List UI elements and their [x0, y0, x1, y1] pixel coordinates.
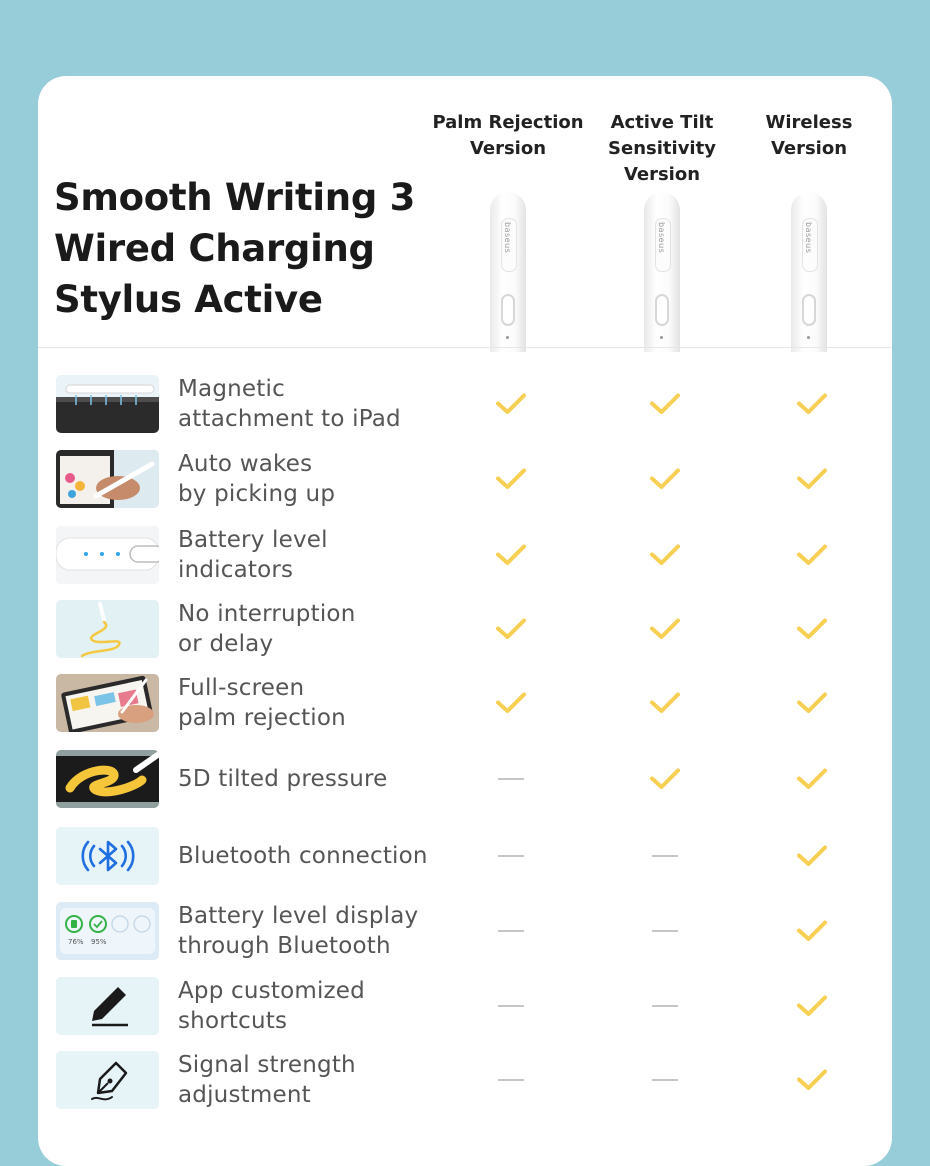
support-cell-palm-rejection — [481, 592, 541, 666]
dash-icon — [652, 930, 678, 932]
check-icon — [797, 467, 827, 491]
column-header-line: Version — [623, 164, 701, 185]
feature-label-line: 5D tilted pressure — [178, 766, 388, 792]
pen-indicator-dot — [807, 336, 810, 339]
title-line: Wired Charging — [54, 227, 375, 270]
feature-row — [38, 592, 892, 666]
feature-label-line: adjustment — [178, 1082, 311, 1108]
feature-label — [178, 1043, 468, 1117]
smooth-line-thumbnail — [56, 600, 159, 658]
bluetooth-icon-thumbnail — [56, 827, 159, 885]
column-header-line: Version — [469, 138, 547, 159]
feature-label — [178, 742, 468, 816]
pen-brand: baseus — [503, 222, 512, 254]
check-icon — [650, 543, 680, 567]
support-cell-active-tilt — [635, 894, 695, 968]
dash-icon — [498, 1005, 524, 1007]
support-cell-wireless — [782, 819, 842, 893]
check-icon — [650, 617, 680, 641]
column-header-line: Version — [770, 138, 848, 159]
support-cell-palm-rejection — [481, 442, 541, 516]
column-header-line: Sensitivity — [608, 138, 716, 159]
check-icon — [797, 691, 827, 715]
support-cell-active-tilt — [635, 592, 695, 666]
feature-row — [38, 742, 892, 816]
check-icon — [797, 994, 827, 1018]
support-cell-palm-rejection — [481, 742, 541, 816]
feature-row — [38, 367, 892, 441]
check-icon — [797, 543, 827, 567]
support-cell-wireless — [782, 518, 842, 592]
check-icon — [797, 392, 827, 416]
support-cell-wireless — [782, 592, 842, 666]
feature-label — [178, 592, 468, 666]
svg-text:95%: 95% — [91, 938, 107, 946]
tilted-stroke-thumbnail — [56, 750, 159, 808]
product-title — [54, 172, 454, 325]
feature-label-line: indicators — [178, 557, 294, 583]
check-icon — [496, 617, 526, 641]
pen-indicator-dot — [506, 336, 509, 339]
support-cell-wireless — [782, 442, 842, 516]
pen-indicator-dot — [660, 336, 663, 339]
support-cell-palm-rejection — [481, 894, 541, 968]
feature-label — [178, 969, 468, 1043]
column-header-line: Active Tilt — [610, 112, 714, 133]
check-icon — [797, 1068, 827, 1092]
feature-label-line: attachment to iPad — [178, 406, 401, 432]
support-cell-palm-rejection — [481, 367, 541, 441]
pen-brand: baseus — [804, 222, 813, 254]
check-icon — [496, 392, 526, 416]
feature-label-line: No interruption — [178, 601, 356, 627]
hand-writing-tablet-thumbnail — [56, 450, 159, 508]
feature-label — [178, 442, 468, 516]
support-cell-wireless — [782, 969, 842, 1043]
support-cell-active-tilt — [635, 819, 695, 893]
magnetic-attachment-thumbnail — [56, 375, 159, 433]
feature-label — [178, 367, 468, 441]
support-cell-palm-rejection — [481, 969, 541, 1043]
stylus-image-wireless — [791, 192, 827, 352]
feature-label-line: Full-screen — [178, 675, 305, 701]
support-cell-wireless — [782, 894, 842, 968]
dash-icon — [498, 1079, 524, 1081]
feature-label-line: Signal strength — [178, 1052, 356, 1078]
check-icon — [496, 691, 526, 715]
check-icon — [650, 767, 680, 791]
feature-label-line: shortcuts — [178, 1008, 288, 1034]
support-cell-active-tilt — [635, 367, 695, 441]
pen-nib-icon-thumbnail — [56, 1051, 159, 1109]
check-icon — [797, 844, 827, 868]
check-icon — [650, 691, 680, 715]
feature-label-line: palm rejection — [178, 705, 346, 731]
support-cell-wireless — [782, 742, 842, 816]
support-cell-wireless — [782, 367, 842, 441]
column-header-wireless — [724, 110, 892, 162]
feature-row — [38, 1043, 892, 1117]
check-icon — [650, 467, 680, 491]
pencil-icon-thumbnail — [56, 977, 159, 1035]
feature-label-line: Bluetooth connection — [178, 843, 428, 869]
pen-button — [501, 294, 515, 326]
svg-text:76%: 76% — [68, 938, 84, 946]
support-cell-wireless — [782, 666, 842, 740]
battery-indicator-lights-thumbnail — [56, 526, 159, 584]
support-cell-palm-rejection — [481, 819, 541, 893]
check-icon — [797, 767, 827, 791]
pen-button — [655, 294, 669, 326]
support-cell-active-tilt — [635, 666, 695, 740]
feature-label-line: by picking up — [178, 481, 336, 507]
feature-row — [38, 518, 892, 592]
feature-row — [38, 894, 892, 968]
support-cell-active-tilt — [635, 969, 695, 1043]
palm-on-tablet-thumbnail — [56, 674, 159, 732]
check-icon — [650, 392, 680, 416]
feature-label-line: Magnetic — [178, 376, 285, 402]
column-header-active-tilt — [577, 110, 747, 188]
feature-label-line: Auto wakes — [178, 451, 313, 477]
feature-row — [38, 666, 892, 740]
dash-icon — [498, 930, 524, 932]
feature-label — [178, 819, 468, 893]
feature-row — [38, 969, 892, 1043]
column-header-line: Palm Rejection — [432, 112, 584, 133]
title-line: Smooth Writing 3 — [54, 176, 416, 219]
column-header-palm-rejection — [423, 110, 593, 162]
check-icon — [797, 617, 827, 641]
feature-label-line: Battery level — [178, 527, 328, 553]
dash-icon — [652, 1005, 678, 1007]
support-cell-active-tilt — [635, 518, 695, 592]
column-header-line: Wireless — [765, 112, 853, 133]
dash-icon — [652, 855, 678, 857]
feature-label — [178, 666, 468, 740]
support-cell-active-tilt — [635, 442, 695, 516]
feature-label-line: App customized — [178, 978, 365, 1004]
support-cell-active-tilt — [635, 742, 695, 816]
comparison-card — [38, 76, 892, 1166]
header-divider — [38, 347, 892, 348]
support-cell-palm-rejection — [481, 666, 541, 740]
feature-label — [178, 894, 468, 968]
feature-label — [178, 518, 468, 592]
pen-brand: baseus — [657, 222, 666, 254]
check-icon — [496, 467, 526, 491]
support-cell-palm-rejection — [481, 518, 541, 592]
check-icon — [496, 543, 526, 567]
title-line: Stylus Active — [54, 278, 323, 321]
dash-icon — [652, 1079, 678, 1081]
pen-button — [802, 294, 816, 326]
feature-label-line: or delay — [178, 631, 274, 657]
feature-row — [38, 819, 892, 893]
dash-icon — [498, 778, 524, 780]
feature-label-line: Battery level display — [178, 903, 419, 929]
support-cell-palm-rejection — [481, 1043, 541, 1117]
feature-label-line: through Bluetooth — [178, 933, 391, 959]
battery-widget-thumbnail — [56, 902, 159, 960]
check-icon — [797, 919, 827, 943]
dash-icon — [498, 855, 524, 857]
feature-row — [38, 442, 892, 516]
stylus-image-palm-rejection — [490, 192, 526, 352]
support-cell-wireless — [782, 1043, 842, 1117]
stylus-image-active-tilt — [644, 192, 680, 352]
support-cell-active-tilt — [635, 1043, 695, 1117]
